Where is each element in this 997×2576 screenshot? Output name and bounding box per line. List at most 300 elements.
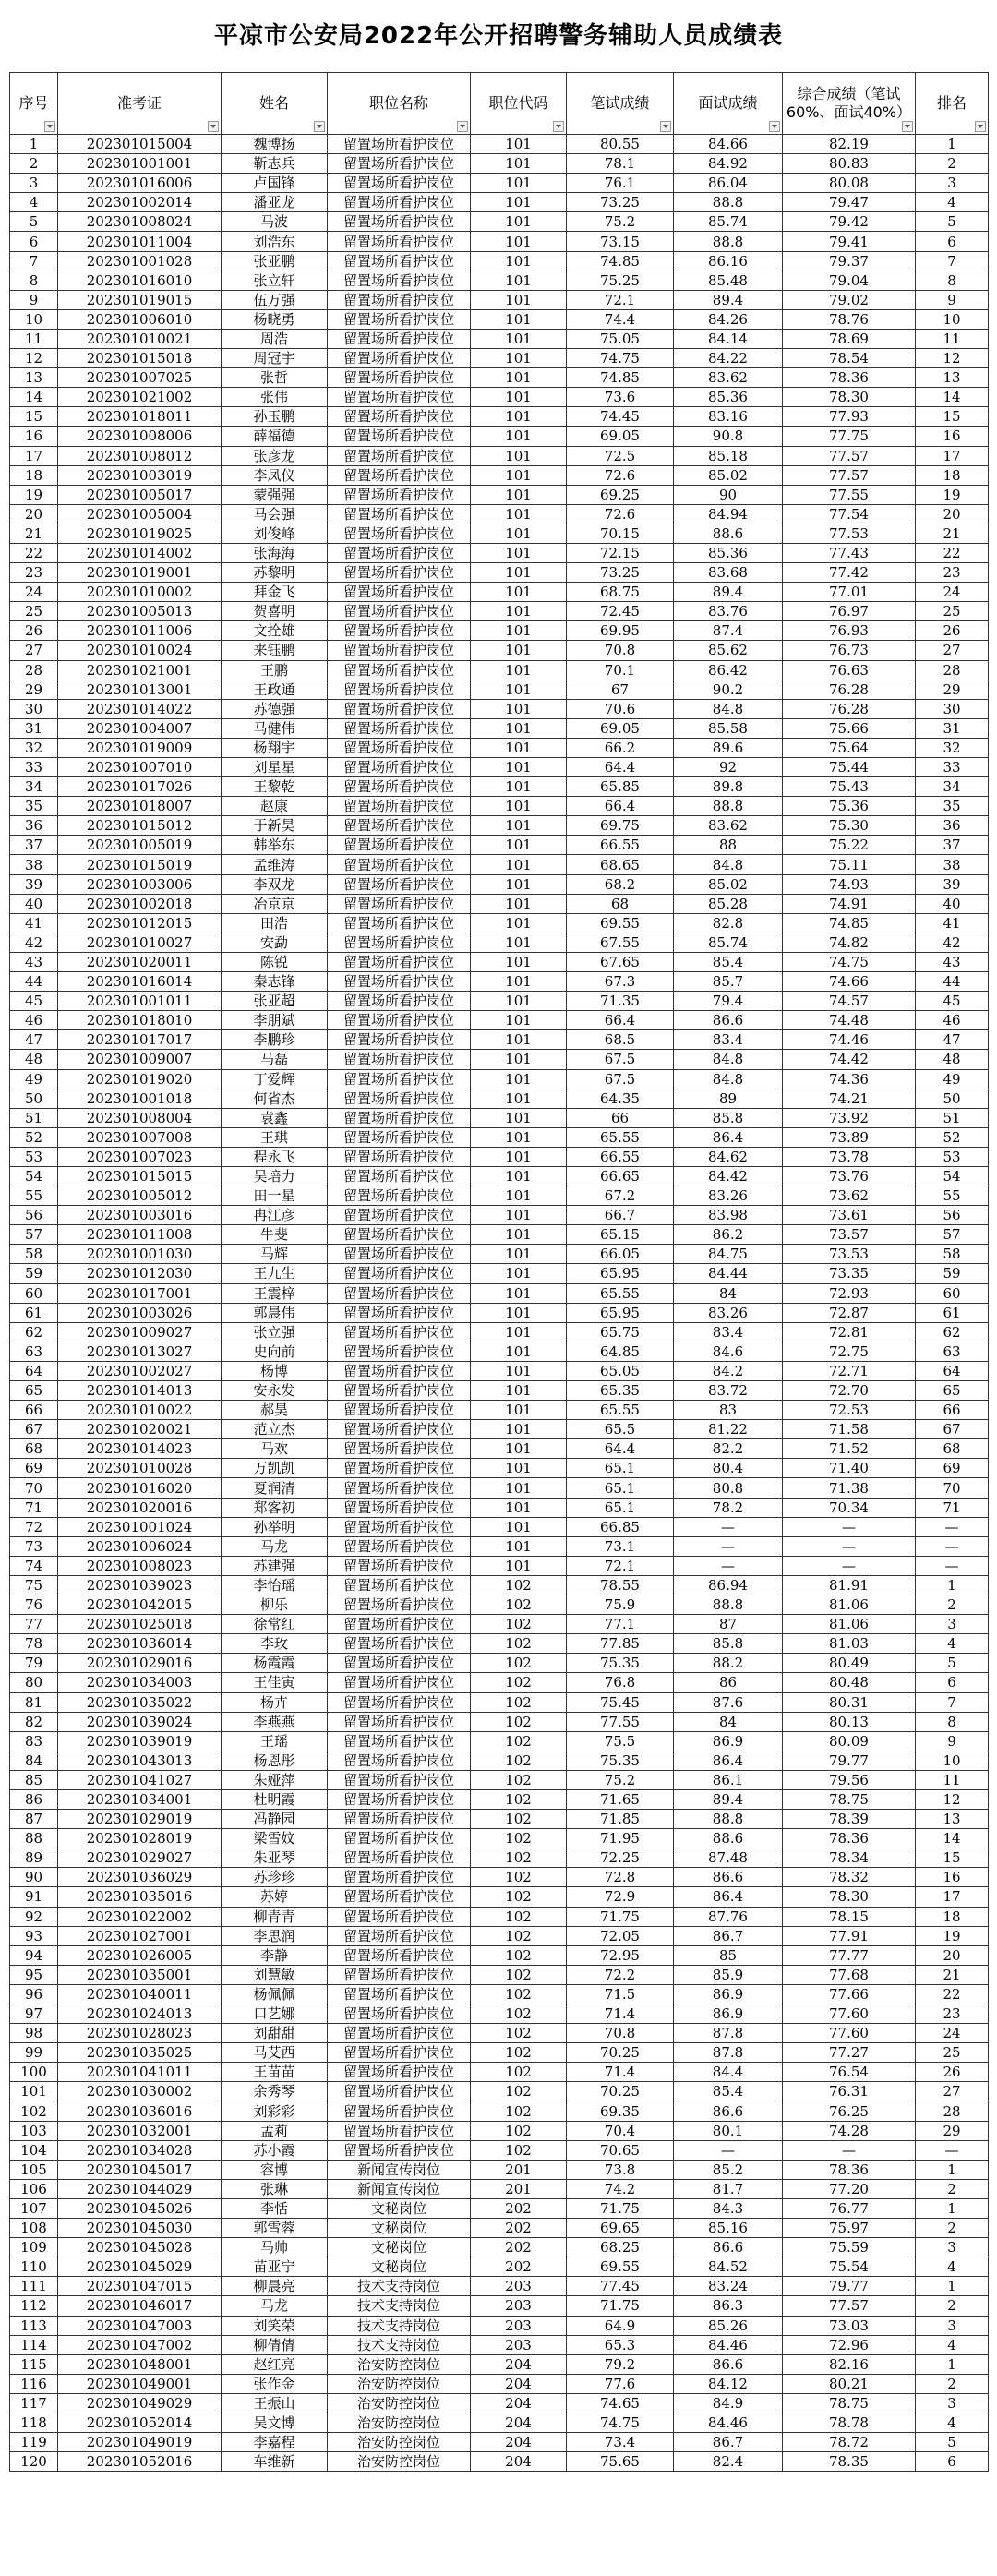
cell-position-name: 留置场所看护岗位 (328, 1673, 471, 1692)
cell-interview-score: 86.94 (674, 1575, 783, 1595)
cell-rank: 22 (916, 1984, 989, 2004)
cell-position-code: 101 (471, 641, 567, 660)
cell-exam-id: 202301019001 (58, 563, 222, 583)
cell-seq-number: 109 (10, 2238, 58, 2257)
cell-seq-number: 39 (10, 874, 58, 894)
table-row (10, 524, 989, 543)
cell-name: 王苗苗 (222, 2063, 328, 2082)
table-row (10, 368, 989, 388)
cell-written-score: 66.7 (567, 1206, 674, 1225)
header-label: 准考证 (116, 94, 162, 112)
cell-rank: 29 (916, 680, 989, 699)
cell-name: 刘笑荣 (222, 2316, 328, 2335)
cell-interview-score: 88.6 (674, 1829, 783, 1848)
cell-position-name: 留置场所看护岗位 (328, 388, 471, 407)
cell-written-score: 65.75 (567, 1322, 674, 1342)
cell-exam-id: 202301014022 (58, 699, 222, 718)
cell-name: 李恬 (222, 2198, 328, 2218)
cell-exam-id: 202301013001 (58, 680, 222, 699)
filter-dropdown-icon[interactable] (769, 121, 780, 132)
cell-interview-score: 85.74 (674, 933, 783, 952)
table-row (10, 1322, 989, 1342)
cell-seq-number: 114 (10, 2335, 58, 2354)
cell-rank: 50 (916, 1089, 989, 1108)
cell-interview-score: — (674, 1556, 783, 1575)
cell-exam-id: 202301016010 (58, 271, 222, 290)
table-row (10, 797, 989, 816)
cell-position-code: 101 (471, 1517, 567, 1536)
cell-seq-number: 64 (10, 1361, 58, 1380)
cell-name: 余秀琴 (222, 2082, 328, 2101)
cell-position-code: 102 (471, 1887, 567, 1907)
cell-total-score: 72.53 (783, 1401, 916, 1420)
cell-rank: 3 (916, 174, 989, 193)
cell-rank: 37 (916, 836, 989, 855)
table-row (10, 1401, 989, 1420)
cell-exam-id: 202301008024 (58, 212, 222, 232)
cell-exam-id: 202301013027 (58, 1342, 222, 1361)
cell-seq-number: 63 (10, 1342, 58, 1361)
cell-interview-score: 84.46 (674, 2335, 783, 2354)
cell-exam-id: 202301041011 (58, 2063, 222, 2082)
table-row (10, 894, 989, 913)
cell-rank: 2 (916, 1595, 989, 1615)
cell-interview-score: 83.24 (674, 2277, 783, 2296)
cell-position-code: 202 (471, 2219, 567, 2238)
cell-position-name: 留置场所看护岗位 (328, 309, 471, 329)
cell-position-code: 101 (471, 446, 567, 465)
table-row (10, 1731, 989, 1751)
cell-position-code: 201 (471, 2160, 567, 2179)
cell-position-name: 治安防控岗位 (328, 2393, 471, 2413)
cell-position-name: 技术支持岗位 (328, 2335, 471, 2354)
cell-exam-id: 202301028019 (58, 1829, 222, 1848)
cell-rank: 65 (916, 1381, 989, 1401)
cell-position-code: 101 (471, 1186, 567, 1206)
table-row (10, 1556, 989, 1575)
cell-position-code: 101 (471, 894, 567, 913)
cell-position-code: 101 (471, 465, 567, 485)
cell-seq-number: 92 (10, 1907, 58, 1926)
cell-seq-number: 32 (10, 738, 58, 757)
cell-rank: 1 (916, 2198, 989, 2218)
cell-written-score: 71.75 (567, 2296, 674, 2316)
cell-exam-id: 202301044029 (58, 2179, 222, 2198)
cell-position-code: 101 (471, 972, 567, 992)
cell-position-name: 文秘岗位 (328, 2238, 471, 2257)
cell-seq-number: 57 (10, 1225, 58, 1245)
cell-position-code: 102 (471, 1945, 567, 1965)
cell-seq-number: 37 (10, 836, 58, 855)
cell-name: 李鹏珍 (222, 1030, 328, 1050)
cell-exam-id: 202301040011 (58, 1984, 222, 2004)
cell-exam-id: 202301019025 (58, 524, 222, 543)
cell-seq-number: 1 (10, 135, 58, 154)
cell-written-score: 67.55 (567, 933, 674, 952)
cell-position-name: 留置场所看护岗位 (328, 660, 471, 680)
cell-rank: 67 (916, 1420, 989, 1439)
cell-position-name: 留置场所看护岗位 (328, 1459, 471, 1478)
table-row (10, 1478, 989, 1498)
table-row (10, 1848, 989, 1868)
cell-total-score: 72.96 (783, 2335, 916, 2354)
cell-written-score: 77.6 (567, 2374, 674, 2393)
cell-exam-id: 202301036014 (58, 1634, 222, 1654)
table-row (10, 952, 989, 971)
cell-rank: 18 (916, 465, 989, 485)
table-row (10, 836, 989, 855)
cell-name: 程永飞 (222, 1147, 328, 1166)
cell-seq-number: 65 (10, 1381, 58, 1401)
cell-position-name: 留置场所看护岗位 (328, 1245, 471, 1264)
cell-name: 李双龙 (222, 874, 328, 894)
cell-position-name: 留置场所看护岗位 (328, 738, 471, 757)
cell-position-code: 101 (471, 1245, 567, 1264)
filter-dropdown-icon[interactable] (44, 121, 55, 132)
filter-dropdown-icon[interactable] (314, 121, 325, 132)
cell-interview-score: 85.28 (674, 894, 783, 913)
cell-total-score: 78.35 (783, 2452, 916, 2472)
cell-position-name: 留置场所看护岗位 (328, 1361, 471, 1380)
cell-rank: — (916, 1556, 989, 1575)
cell-name: 容博 (222, 2160, 328, 2179)
cell-position-code: 102 (471, 2063, 567, 2082)
table-row (10, 1615, 989, 1634)
cell-position-code: 101 (471, 1478, 567, 1498)
cell-position-code: 101 (471, 1342, 567, 1361)
table-row (10, 2296, 989, 2316)
cell-total-score: 74.21 (783, 1089, 916, 1108)
cell-interview-score: — (674, 2140, 783, 2160)
cell-position-name: 留置场所看护岗位 (328, 2024, 471, 2043)
cell-total-score: 73.57 (783, 1225, 916, 1245)
table-row (10, 388, 989, 407)
cell-written-score: 80.55 (567, 135, 674, 154)
cell-position-name: 留置场所看护岗位 (328, 1907, 471, 1926)
cell-position-code: 101 (471, 1050, 567, 1069)
cell-position-code: 102 (471, 1654, 567, 1673)
cell-position-code: 101 (471, 680, 567, 699)
cell-position-code: 102 (471, 1692, 567, 1712)
cell-written-score: 65.35 (567, 1381, 674, 1401)
cell-position-code: 101 (471, 154, 567, 174)
cell-rank: 5 (916, 212, 989, 232)
cell-total-score: 78.75 (783, 1789, 916, 1809)
cell-total-score: 78.39 (783, 1810, 916, 1829)
cell-exam-id: 202301028023 (58, 2024, 222, 2043)
cell-total-score: 78.75 (783, 2393, 916, 2413)
cell-rank: — (916, 1517, 989, 1536)
cell-position-name: 留置场所看护岗位 (328, 1634, 471, 1654)
cell-interview-score: 87.76 (674, 1907, 783, 1926)
cell-rank: 13 (916, 368, 989, 388)
cell-name: 杨卉 (222, 1692, 328, 1712)
table-row (10, 1439, 989, 1459)
cell-total-score: 76.25 (783, 2101, 916, 2121)
cell-interview-score: 83.26 (674, 1186, 783, 1206)
cell-interview-score: 87.8 (674, 2043, 783, 2063)
cell-seq-number: 95 (10, 1965, 58, 1984)
cell-position-name: 留置场所看护岗位 (328, 1751, 471, 1770)
cell-written-score: 64.4 (567, 758, 674, 777)
cell-total-score: 78.30 (783, 388, 916, 407)
filter-dropdown-icon[interactable] (975, 121, 986, 132)
cell-name: 柳晨亮 (222, 2277, 328, 2296)
cell-written-score: 65.1 (567, 1498, 674, 1517)
cell-exam-id: 202301049001 (58, 2374, 222, 2393)
cell-written-score: 65.55 (567, 1401, 674, 1420)
cell-interview-score: 83.72 (674, 1381, 783, 1401)
cell-interview-score: 83.76 (674, 602, 783, 621)
cell-name: 史向前 (222, 1342, 328, 1361)
cell-position-code: 101 (471, 1264, 567, 1283)
cell-name: 拜金飞 (222, 583, 328, 602)
table-row (10, 465, 989, 485)
cell-position-code: 101 (471, 563, 567, 583)
cell-seq-number: 79 (10, 1654, 58, 1673)
cell-rank: 18 (916, 1907, 989, 1926)
cell-total-score: 79.37 (783, 251, 916, 271)
cell-name: 赵康 (222, 797, 328, 816)
cell-interview-score: 84.8 (674, 699, 783, 718)
cell-rank: 51 (916, 1108, 989, 1127)
cell-interview-score: 86.9 (674, 1984, 783, 2004)
cell-interview-score: 79.4 (674, 992, 783, 1011)
cell-total-score: 75.30 (783, 816, 916, 836)
cell-total-score: — (783, 1556, 916, 1575)
cell-position-name: 留置场所看护岗位 (328, 855, 471, 874)
cell-exam-id: 202301002018 (58, 894, 222, 913)
cell-name: 郭雪蓉 (222, 2219, 328, 2238)
cell-seq-number: 42 (10, 933, 58, 952)
cell-seq-number: 96 (10, 1984, 58, 2004)
cell-written-score: 77.85 (567, 1634, 674, 1654)
cell-position-code: 102 (471, 1907, 567, 1926)
cell-name: 何省杰 (222, 1089, 328, 1108)
table-row (10, 135, 989, 154)
cell-interview-score: 84.8 (674, 855, 783, 874)
cell-seq-number: 105 (10, 2160, 58, 2179)
cell-seq-number: 16 (10, 427, 58, 446)
cell-name: 李思润 (222, 1926, 328, 1945)
cell-interview-score: 78.2 (674, 1498, 783, 1517)
cell-position-name: 技术支持岗位 (328, 2296, 471, 2316)
cell-name: 苏婷 (222, 1887, 328, 1907)
cell-exam-id: 202301012015 (58, 913, 222, 933)
cell-name: 朱亚琴 (222, 1848, 328, 1868)
cell-name: 苏珍珍 (222, 1868, 328, 1887)
cell-exam-id: 202301003006 (58, 874, 222, 894)
cell-total-score: 79.77 (783, 1751, 916, 1770)
cell-position-name: 留置场所看护岗位 (328, 524, 471, 543)
cell-position-name: 留置场所看护岗位 (328, 816, 471, 836)
cell-rank: 46 (916, 1011, 989, 1030)
cell-rank: 11 (916, 1770, 989, 1789)
cell-written-score: 66.55 (567, 1147, 674, 1166)
cell-seq-number: 102 (10, 2101, 58, 2121)
cell-interview-score: 88.8 (674, 193, 783, 212)
cell-exam-id: 202301045026 (58, 2198, 222, 2218)
cell-seq-number: 74 (10, 1556, 58, 1575)
cell-written-score: 77.1 (567, 1615, 674, 1634)
cell-total-score: 72.93 (783, 1283, 916, 1303)
table-row (10, 1770, 989, 1789)
cell-seq-number: 120 (10, 2452, 58, 2472)
table-row (10, 1945, 989, 1965)
table-row (10, 1030, 989, 1050)
cell-name: 卢国锋 (222, 174, 328, 193)
cell-written-score: 72.6 (567, 504, 674, 524)
cell-position-name: 留置场所看护岗位 (328, 1498, 471, 1517)
cell-name: 安勐 (222, 933, 328, 952)
cell-interview-score: 86.3 (674, 2296, 783, 2316)
cell-seq-number: 30 (10, 699, 58, 718)
cell-written-score: 75.35 (567, 1751, 674, 1770)
cell-position-name: 文秘岗位 (328, 2219, 471, 2238)
filter-dropdown-icon[interactable] (457, 121, 468, 132)
table-row (10, 1692, 989, 1712)
cell-position-code: 101 (471, 251, 567, 271)
filter-dropdown-icon[interactable] (208, 121, 219, 132)
cell-interview-score: 80.1 (674, 2121, 783, 2140)
cell-interview-score: 89.6 (674, 738, 783, 757)
cell-rank: 11 (916, 329, 989, 348)
cell-name: 周冠宇 (222, 349, 328, 368)
cell-rank: 2 (916, 2179, 989, 2198)
table-row (10, 1245, 989, 1264)
cell-interview-score: 85.48 (674, 271, 783, 290)
table-row (10, 349, 989, 368)
cell-total-score: 77.43 (783, 543, 916, 562)
cell-exam-id: 202301003016 (58, 1206, 222, 1225)
cell-total-score: 76.28 (783, 699, 916, 718)
cell-position-code: 101 (471, 368, 567, 388)
cell-total-score: 74.42 (783, 1050, 916, 1069)
cell-written-score: 70.4 (567, 2121, 674, 2140)
cell-total-score: 72.70 (783, 1381, 916, 1401)
header-label: 职位代码 (488, 94, 548, 112)
cell-rank: 5 (916, 2433, 989, 2452)
cell-interview-score: 84.42 (674, 1166, 783, 1186)
cell-name: 张琳 (222, 2179, 328, 2198)
table-row (10, 2024, 989, 2043)
cell-written-score: 74.75 (567, 2413, 674, 2432)
cell-position-code: 101 (471, 1030, 567, 1050)
cell-interview-score: 83.4 (674, 1322, 783, 1342)
cell-name: 张哲 (222, 368, 328, 388)
cell-exam-id: 202301035001 (58, 1965, 222, 1984)
table-row (10, 193, 989, 212)
cell-seq-number: 54 (10, 1166, 58, 1186)
table-row (10, 1108, 989, 1127)
cell-interview-score: 83.16 (674, 407, 783, 427)
cell-total-score: 73.78 (783, 1147, 916, 1166)
cell-written-score: 74.65 (567, 2393, 674, 2413)
cell-interview-score: 85.36 (674, 543, 783, 562)
cell-rank: 25 (916, 2043, 989, 2063)
cell-position-name: 留置场所看护岗位 (328, 718, 471, 738)
table-row (10, 1536, 989, 1556)
cell-total-score: 80.83 (783, 154, 916, 174)
cell-seq-number: 41 (10, 913, 58, 933)
cell-total-score: 74.85 (783, 913, 916, 933)
cell-exam-id: 202301039019 (58, 1731, 222, 1751)
filter-dropdown-icon[interactable] (902, 121, 913, 132)
cell-position-code: 101 (471, 874, 567, 894)
cell-exam-id: 202301007025 (58, 368, 222, 388)
cell-name: 柳青青 (222, 1907, 328, 1926)
cell-total-score: 78.78 (783, 2413, 916, 2432)
cell-rank: 26 (916, 621, 989, 641)
cell-rank: 20 (916, 1945, 989, 1965)
cell-rank: 4 (916, 2413, 989, 2432)
cell-written-score: 75.45 (567, 1692, 674, 1712)
cell-written-score: 69.75 (567, 816, 674, 836)
cell-exam-id: 202301002014 (58, 193, 222, 212)
cell-position-name: 留置场所看护岗位 (328, 2063, 471, 2082)
cell-position-code: 101 (471, 836, 567, 855)
cell-rank: 28 (916, 2101, 989, 2121)
cell-position-name: 留置场所看护岗位 (328, 465, 471, 485)
cell-position-code: 102 (471, 1731, 567, 1751)
cell-interview-score: 86.7 (674, 1926, 783, 1945)
cell-total-score: 73.35 (783, 1264, 916, 1283)
cell-position-name: 留置场所看护岗位 (328, 894, 471, 913)
cell-position-name: 留置场所看护岗位 (328, 504, 471, 524)
cell-exam-id: 202301017001 (58, 1283, 222, 1303)
cell-total-score: 75.97 (783, 2219, 916, 2238)
cell-name: 韩举东 (222, 836, 328, 855)
cell-seq-number: 113 (10, 2316, 58, 2335)
cell-interview-score: 83.98 (674, 1206, 783, 1225)
cell-seq-number: 40 (10, 894, 58, 913)
cell-total-score: 78.34 (783, 1848, 916, 1868)
cell-position-name: 留置场所看护岗位 (328, 1712, 471, 1731)
cell-seq-number: 75 (10, 1575, 58, 1595)
table-row (10, 329, 989, 348)
cell-written-score: 69.55 (567, 2257, 674, 2277)
filter-dropdown-icon[interactable] (553, 121, 564, 132)
cell-position-code: 101 (471, 485, 567, 504)
cell-name: 张立轩 (222, 271, 328, 290)
cell-position-code: 101 (471, 135, 567, 154)
cell-position-code: 101 (471, 271, 567, 290)
filter-dropdown-icon[interactable] (660, 121, 671, 132)
cell-exam-id: 202301001030 (58, 1245, 222, 1264)
table-row (10, 1673, 989, 1692)
cell-exam-id: 202301007023 (58, 1147, 222, 1166)
cell-position-name: 文秘岗位 (328, 2257, 471, 2277)
cell-position-code: 101 (471, 1206, 567, 1225)
table-row (10, 972, 989, 992)
cell-total-score: 77.66 (783, 1984, 916, 2004)
cell-written-score: 73.25 (567, 563, 674, 583)
table-row (10, 1868, 989, 1887)
cell-written-score: 66.85 (567, 1517, 674, 1536)
table-row (10, 1829, 989, 1848)
cell-interview-score: 85.62 (674, 641, 783, 660)
cell-exam-id: 202301043013 (58, 1751, 222, 1770)
cell-name: 马磊 (222, 1050, 328, 1069)
cell-total-score: 78.36 (783, 2160, 916, 2179)
cell-exam-id: 202301005012 (58, 1186, 222, 1206)
cell-interview-score: 83.62 (674, 816, 783, 836)
cell-position-name: 留置场所看护岗位 (328, 1127, 471, 1147)
cell-exam-id: 202301001011 (58, 992, 222, 1011)
table-row (10, 1381, 989, 1401)
cell-rank: 9 (916, 290, 989, 309)
cell-position-code: 101 (471, 1401, 567, 1420)
